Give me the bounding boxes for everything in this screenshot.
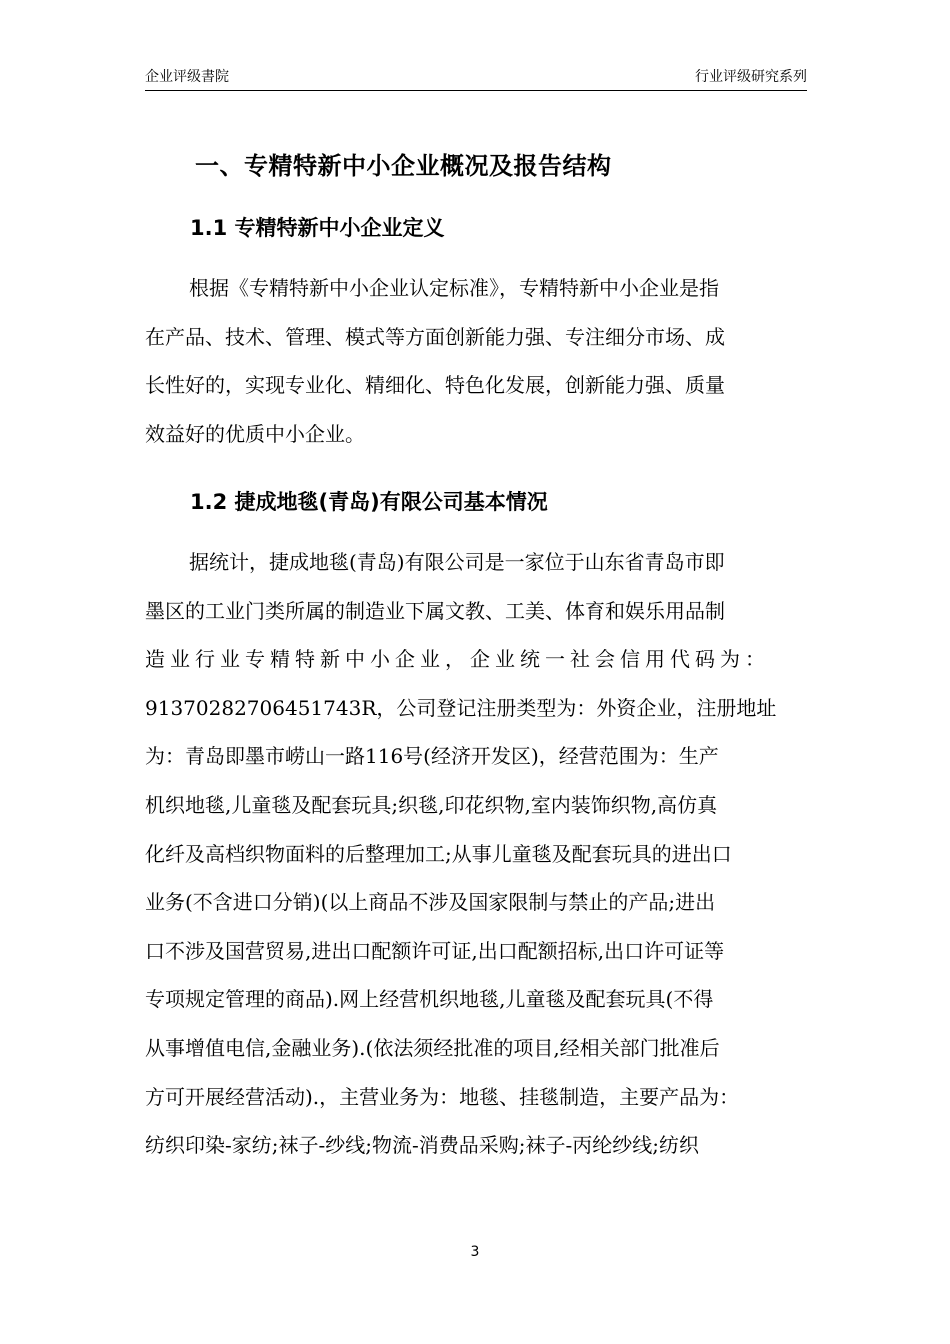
subsection-1-1-title: 1.1 专精特新中小企业定义 <box>190 216 445 240</box>
paragraph-line: 口不涉及国营贸易,进出口配额许可证,出口配额招标,出口许可证等 <box>145 938 725 963</box>
paragraph-line: 在产品、技术、管理、模式等方面创新能力强、专注细分市场、成 <box>145 324 725 349</box>
page-number: 3 <box>470 1244 480 1260</box>
page-header <box>145 66 807 91</box>
paragraph-line: 机织地毯,儿童毯及配套玩具;织毯,印花织物,室内装饰织物,高仿真 <box>145 792 718 817</box>
paragraph-line: 效益好的优质中小企业。 <box>145 421 365 446</box>
paragraph-line: 据统计，捷成地毯(青岛)有限公司是一家位于山东省青岛市即 <box>189 550 725 574</box>
paragraph-line: 从事增值电信,金融业务).(依法须经批准的项目,经相关部门批准后 <box>145 1035 720 1060</box>
paragraph-line: 根据《专精特新中小企业认定标准》，专精特新中小企业是指 <box>189 276 719 300</box>
company-info-paragraph <box>145 538 810 1170</box>
paragraph-line: 长性好的，实现专业化、精细化、特色化发展，创新能力强、质量 <box>145 373 725 398</box>
paragraph-line: 专项规定管理的商品).网上经营机织地毯,儿童毯及配套玩具(不得 <box>145 987 714 1012</box>
section-title: 一、专精特新中小企业概况及报告结构 <box>195 152 612 180</box>
paragraph-line: 91370282706451743R，公司登记注册类型为：外资企业，注册地址 <box>145 695 777 720</box>
paragraph-line: 化纤及高档织物面料的后整理加工;从事儿童毯及配套玩具的进出口 <box>145 841 732 866</box>
definition-paragraph <box>145 264 810 458</box>
paragraph-line: 纺织印染-家纺;袜子-纱线;物流-消费品采购;袜子-丙纶纱线;纺织 <box>145 1133 699 1158</box>
header-right-text: 行业评级研究系列 <box>695 69 807 85</box>
paragraph-line: 墨区的工业门类所属的制造业下属文教、工美、体育和娱乐用品制 <box>145 598 725 623</box>
paragraph-line: 造业行业专精特新中小企业，企业统一社会信用代码为： <box>145 647 770 672</box>
paragraph-line: 业务(不含进口分销)(以上商品不涉及国家限制与禁止的产品;进出 <box>145 890 716 915</box>
subsection-1-2-title: 1.2 捷成地毯(青岛)有限公司基本情况 <box>190 490 548 514</box>
paragraph-line: 方可开展经营活动).，主营业务为：地毯、挂毯制造，主要产品为： <box>145 1084 740 1109</box>
paragraph-line: 为：青岛即墨市崂山一路116号(经济开发区)，经营范围为：生产 <box>145 744 719 769</box>
header-left-text: 企业评级書院 <box>145 69 229 85</box>
